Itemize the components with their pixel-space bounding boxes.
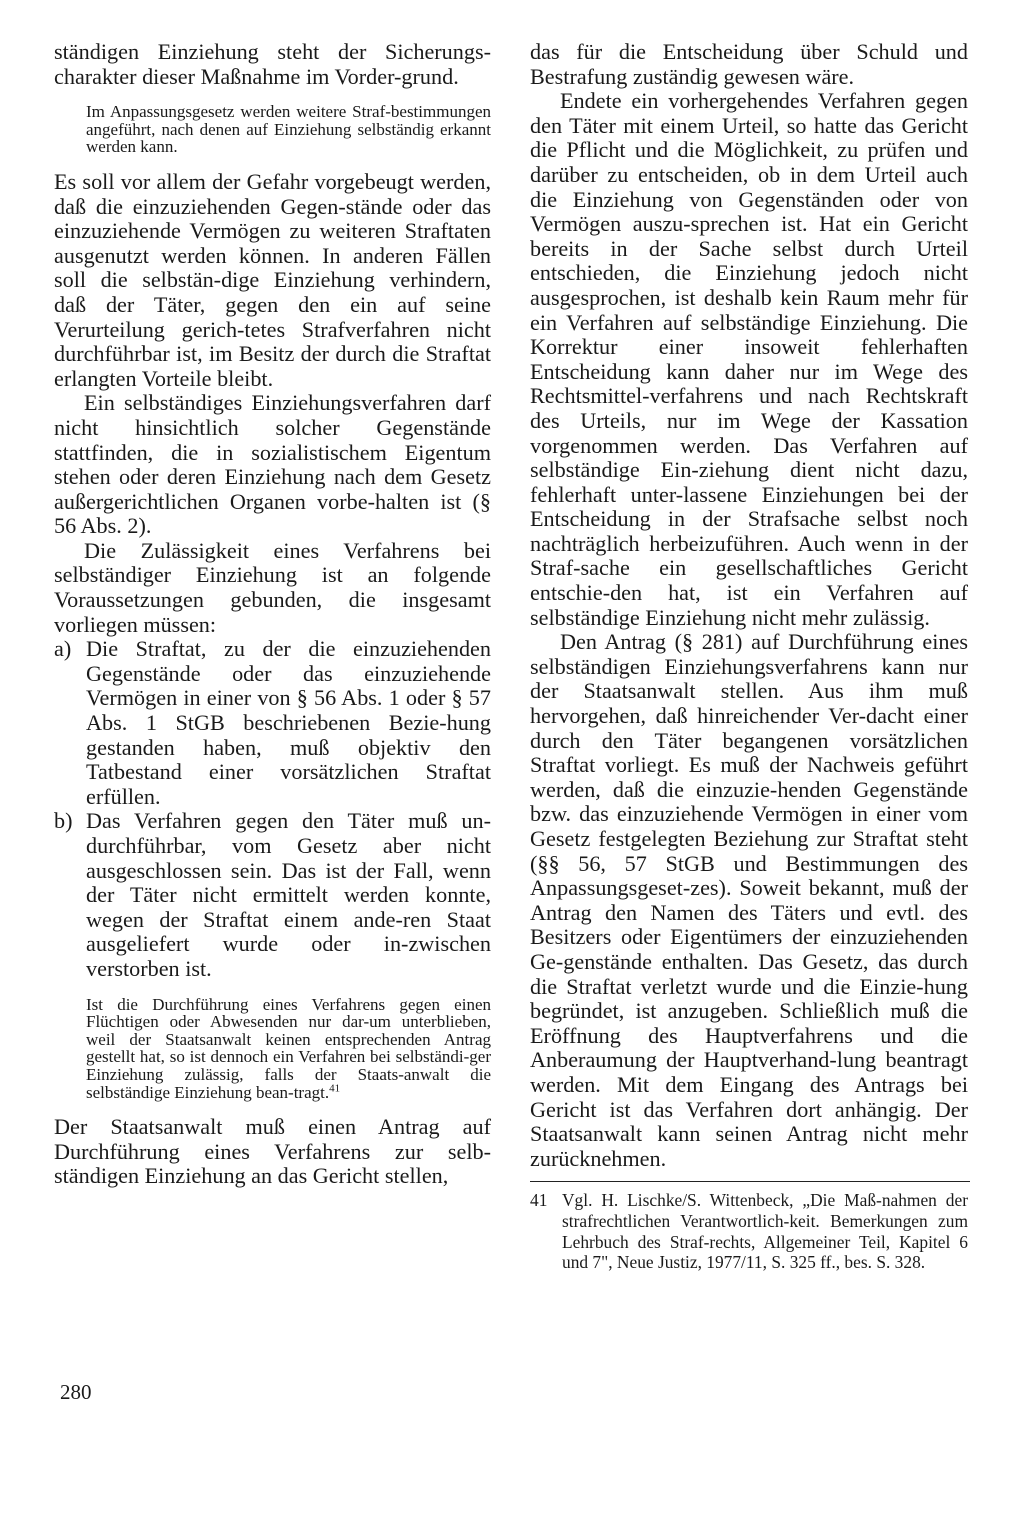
paragraph: Ein selbständiges Einziehungsverfahren darf nicht hinsichtlich solcher Gegenstände stattfinden, die in sozialistischem Eigentum stehen oder deren Einziehung nach dem Gesetz außergerichtlichen Organen vorbe-halten ist (§ 56 Abs. 2). [54, 390, 491, 539]
footnote-divider [530, 1181, 970, 1182]
paragraph: Es soll vor allem der Gefahr vorgebeugt werden, daß die einzuziehenden Gegen-stände oder das einzuziehende Vermögen zu weiteren Straftaten ausgenutzt werden können. In anderen Fällen soll die selbstän-dige Einziehung verhindern, daß der Täter, gegen den ein auf seine Verurteilung gerich-tetes Strafverfahren nicht durchführbar ist, im Besitz der durch die Straftat erlangten Vorteile bleibt. [54, 168, 491, 391]
footnote-number: 41 [530, 1190, 548, 1211]
paragraph: ständigen Einziehung steht der Sicherungs-charakter dieser Maßnahme im Vorder-grund. [54, 39, 491, 89]
paragraph: Endete ein vorhergehendes Verfahren gegen den Täter mit einem Urteil, so hatte das Gericht die Pflicht und die Möglichkeit, zu prüfen und darüber zu entscheiden, ob in dem Urteil auch die Einziehung von Gegenständen oder von Vermögen auszu-sprechen ist. Hat ein Gericht bereits in der Sache selbst durch Urteil entschieden, die Einziehung jedoch nicht ausgesprochen, ist deshalb kein Raum mehr für ein Verfahren auf selbständige Einziehung. Die Korrektur einer insoweit fehlerhaften Entscheidung kann daher nur im Wege des Rechtsmittel-verfahrens und nach Rechtskraft des Urteils, nur im Wege der Kassation vorgenommen werden. Das Verfahren auf selbständige Ein-ziehung dient nicht dazu, fehlerhaft unter-lassene Einziehungen bei der Entscheidung in der Strafsache selbst noch nachträglich herbeizuführen. Auch wenn in der Straf-sache ein gesellschaftliches Gericht entschie-den hat, ist ein Verfahren auf selbständige Einziehung nicht mehr zulässig. [530, 88, 968, 630]
paragraph: Der Staatsanwalt muß einen Antrag auf Durchführung eines Verfahrens zur selb-ständigen Einziehung an das Gericht stellen, [54, 1114, 491, 1189]
note-text: Ist die Durchführung eines Verfahrens gegen einen Flüchtigen oder Abwesenden nur dar-um unterblieben, weil der Staatsanwalt keinen entsprechenden Antrag gestellt hat, so ist dennoch ein Verfahren bei selbständi-ger Einziehung zulässig, falls der Staats-anwalt die selbständige Einziehung bean-tragt. [86, 994, 491, 1102]
right-column [530, 40, 968, 1273]
small-print-note [86, 996, 491, 1102]
paragraph: das für die Entscheidung über Schuld und Bestrafung zuständig gewesen wäre. [530, 39, 968, 89]
footnote-text: Vgl. H. Lischke/S. Wittenbeck, „Die Maß-nahmen der strafrechtlichen Verantwortlich-keit. Bemerkungen zum Lehrbuch des Straf-rechts, Allgemeiner Teil, Kapitel 6 und 7", Neue Justiz, 1977/11, S. 325 ff., bes. S. 328. [562, 1190, 968, 1273]
paragraph: Die Zulässigkeit eines Verfahrens bei selbständiger Einziehung ist an folgende Voraussetzungen gebunden, die insgesamt vorliegen müssen: [54, 537, 491, 637]
list-label: b) [54, 808, 73, 834]
list-text: Das Verfahren gegen den Täter muß un-durchführbar, vom Gesetz aber nicht ausgeschlossen sein. Das ist der Fall, wenn der Täter nicht ermittelt werden konnte, wegen der Straftat einem ande-ren Staat ausgeliefert wurde oder in-zwischen verstorben ist. [86, 808, 491, 981]
list-text: Die Straftat, zu der die einzuziehenden Gegenstände oder das einzuziehende Vermögen in einer von § 56 Abs. 1 oder § 57 Abs. 1 StGB beschriebenen Bezie-hung gestanden haben, muß objektiv den Tatbestand einer vorsätzlichen Straftat erfüllen. [86, 636, 491, 809]
list-label: a) [54, 636, 72, 662]
footnote [530, 1190, 968, 1272]
list-item-b [54, 809, 491, 981]
small-print-note: Im Anpassungsgesetz werden weitere Straf-bestimmungen angeführt, nach denen auf Einziehung selbständig erkannt werden kann. [86, 102, 491, 157]
list-item-a [54, 637, 491, 809]
page-number: 280 [60, 1380, 92, 1404]
footnote-reference: 41 [329, 1081, 341, 1094]
paragraph: Den Antrag (§ 281) auf Durchführung eines selbständigen Einziehungsverfahrens kann nur der Staatsanwalt stellen. Aus ihm muß hervorgehen, daß hinreichender Ver-dacht einer durch den Täter begangenen vorsätzlichen Straftat vorliegt. Es muß der Nachweis geführt werden, daß die einzuzie-henden Gegenstände bzw. das einzuziehende Vermögen in einer vom Gesetz festgelegten Beziehung zur Straftat steht (§§ 56, 57 StGB und Bestimmungen des Anpassungsgeset-zes). Soweit bekannt, muß der Antrag den Namen des Täters und evtl. des Besitzers oder Eigentümers der einzuziehenden Ge-genstände enthalten. Das Gesetz, das durch die Straftat verletzt wurde und die Einzie-hung begründet, ist anzugeben. Schließlich muß die Eröffnung des Hauptverfahrens und die Anberaumung der Hauptverhand-lung beantragt werden. Mit dem Eingang des Antrags bei Gericht ist das Verfahren dort anhängig. Der Staatsanwalt kann seinen Antrag nicht mehr zurücknehmen. [530, 629, 968, 1171]
left-column [54, 40, 491, 1189]
